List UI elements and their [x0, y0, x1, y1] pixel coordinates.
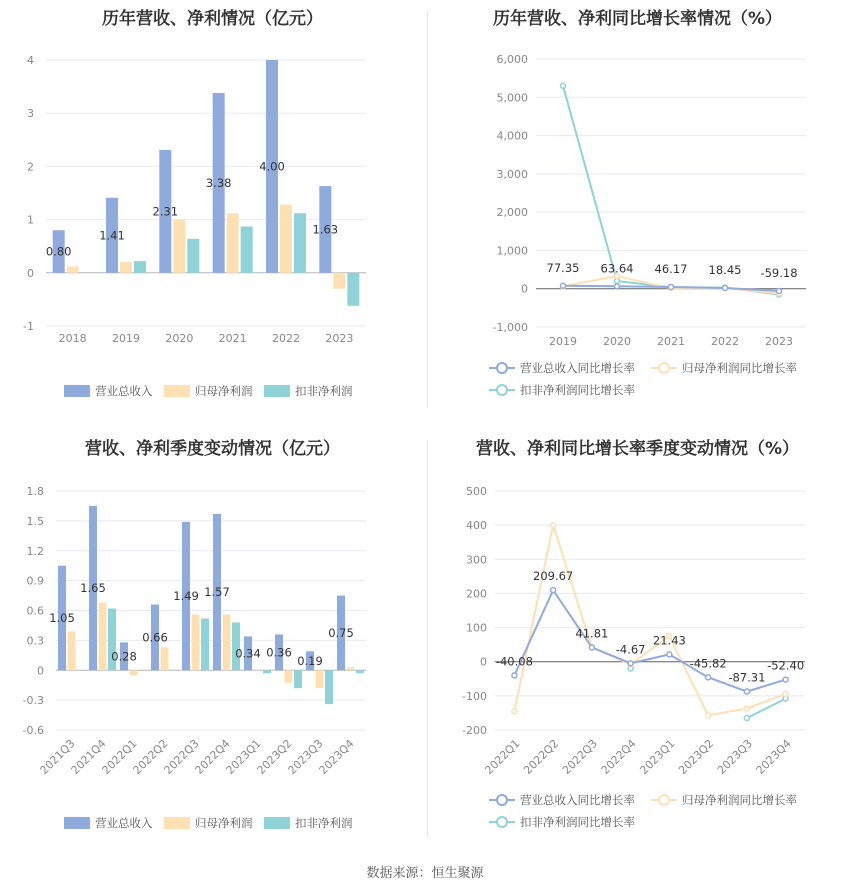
bar	[263, 670, 271, 673]
x-tick-label: 2022Q3	[161, 736, 202, 777]
y-tick-label: 0.3	[26, 634, 44, 648]
data-point	[561, 283, 566, 288]
data-point	[744, 716, 749, 721]
legend-label: 归母净利润同比增长率	[682, 361, 797, 375]
legend-swatch	[164, 817, 190, 829]
legend-label: 营业总收入同比增长率	[520, 361, 635, 375]
data-point	[744, 706, 749, 711]
bar	[333, 273, 345, 289]
x-tick-label: 2019	[112, 332, 140, 345]
x-tick-label: 2023	[325, 332, 354, 345]
y-tick-label: 2,000	[496, 206, 528, 220]
x-tick-label: 2021Q4	[68, 736, 109, 777]
data-label: 1.41	[99, 228, 125, 243]
legend-swatch	[264, 817, 290, 829]
x-tick-label: 2023Q4	[753, 736, 794, 777]
legend-marker	[497, 795, 507, 805]
bar	[285, 670, 293, 683]
data-point	[706, 713, 711, 718]
x-tick-label: 2021	[218, 332, 247, 345]
bar	[280, 205, 292, 273]
x-tick-label: 2022	[272, 332, 300, 345]
data-label: 0.66	[142, 630, 168, 645]
x-tick-label: 2022Q2	[130, 736, 171, 777]
data-label: 0.75	[328, 625, 354, 640]
chart-title: 历年营收、净利情况（亿元）	[102, 9, 323, 29]
bar	[130, 670, 138, 675]
legend-marker	[659, 795, 669, 805]
y-tick-label: -200	[462, 724, 487, 737]
data-label: 4.00	[259, 159, 285, 174]
data-point	[551, 523, 556, 528]
quarterly-growth-rate-svg	[425, 430, 850, 860]
data-label: 1.49	[173, 589, 199, 604]
data-point	[561, 83, 566, 88]
chart-title: 营收、净利季度变动情况（亿元）	[85, 439, 340, 459]
series-line	[514, 525, 785, 715]
legend-marker	[497, 385, 507, 395]
legend-marker	[497, 817, 507, 827]
data-label: -87.31	[728, 670, 766, 685]
y-tick-label: 3	[27, 107, 34, 121]
x-tick-label: 2022Q2	[521, 736, 562, 777]
y-tick-label: 300	[466, 553, 487, 567]
data-point	[551, 588, 556, 593]
legend-label: 归母净利润同比增长率	[682, 793, 797, 807]
bar	[99, 603, 107, 671]
x-tick-label: 2023	[765, 335, 793, 348]
y-tick-label: 400	[466, 519, 487, 533]
y-tick-label: 1	[27, 213, 34, 227]
bar	[173, 220, 185, 273]
y-tick-label: -100	[462, 689, 487, 703]
y-tick-label: 0	[480, 655, 487, 669]
x-tick-label: 2020	[165, 332, 194, 345]
data-point	[744, 689, 749, 694]
y-tick-label: -0.3	[22, 694, 44, 708]
data-label: 0.34	[235, 646, 261, 661]
data-label: 21.43	[652, 633, 686, 648]
annual-growth-rate-svg	[425, 0, 850, 430]
annual-revenue-profit-chart	[0, 0, 425, 430]
y-tick-label: 0	[27, 266, 34, 280]
data-label: 0.36	[266, 645, 292, 660]
data-label: 0.19	[297, 653, 323, 668]
quarterly-revenue-profit-svg	[0, 430, 425, 860]
x-tick-label: 2022Q1	[482, 736, 523, 777]
legend-label: 营业总收入	[95, 816, 153, 830]
y-tick-label: 0.9	[26, 574, 44, 588]
legend-swatch	[64, 385, 90, 397]
x-tick-label: 2021	[657, 335, 685, 348]
y-tick-label: 0	[521, 282, 528, 296]
x-tick-label: 2023Q1	[637, 736, 678, 777]
annual-growth-rate-chart	[425, 0, 850, 430]
data-point	[777, 288, 782, 293]
bar	[356, 670, 364, 673]
legend-label: 营业总收入同比增长率	[520, 793, 635, 807]
bar	[192, 614, 200, 670]
data-label: 209.67	[533, 569, 574, 584]
legend-marker	[497, 363, 507, 373]
legend-label: 扣非净利润同比增长率	[520, 383, 635, 397]
x-tick-label: 2022Q4	[598, 736, 639, 777]
data-point	[615, 284, 620, 289]
y-tick-label: 100	[466, 621, 487, 635]
x-tick-label: 2023Q2	[676, 736, 717, 777]
chart-title: 历年营收、净利同比增长率情况（%）	[492, 9, 783, 29]
legend-label: 扣非净利润	[295, 384, 353, 398]
annual-revenue-profit-svg	[0, 0, 425, 430]
data-source-note: 数据来源：恒生聚源	[366, 866, 484, 881]
data-label: 0.28	[111, 649, 137, 664]
x-tick-label: 2022	[711, 335, 739, 348]
data-label: 2.31	[152, 204, 179, 219]
bar	[316, 670, 324, 688]
data-label: -52.40	[767, 658, 805, 673]
data-label: -45.82	[689, 656, 727, 671]
data-label: -4.67	[615, 642, 646, 657]
y-tick-label: 3,000	[496, 167, 528, 181]
bar	[68, 631, 76, 670]
legend-label: 扣非净利润	[295, 816, 353, 830]
y-tick-label: -0.6	[22, 724, 44, 737]
data-point	[589, 645, 594, 650]
y-tick-label: 5,000	[496, 91, 528, 105]
legend-marker	[659, 363, 669, 373]
data-point	[706, 675, 711, 680]
data-label: -40.08	[495, 654, 533, 669]
bar	[347, 273, 359, 306]
x-tick-label: 2022Q4	[192, 736, 233, 777]
data-point	[512, 673, 517, 678]
data-label: 1.63	[312, 222, 339, 237]
x-tick-label: 2023Q3	[285, 736, 326, 777]
y-tick-label: 4	[27, 54, 34, 67]
data-label: 3.38	[205, 175, 232, 190]
data-label: 46.17	[654, 261, 688, 276]
data-point	[723, 286, 728, 291]
chart-title: 营收、净利同比增长率季度变动情况（%）	[475, 439, 800, 459]
data-point	[628, 661, 633, 666]
legend-label: 归母净利润	[195, 816, 253, 830]
x-tick-label: 2020	[603, 335, 631, 348]
y-tick-label: -1	[23, 320, 34, 333]
x-tick-label: 2018	[58, 332, 87, 345]
x-tick-label: 2023Q2	[254, 736, 295, 777]
data-label: 18.45	[708, 263, 742, 278]
bar	[187, 239, 199, 273]
bar	[294, 670, 302, 688]
x-tick-label: 2023Q3	[714, 736, 755, 777]
bar	[325, 670, 333, 704]
legend-swatch	[164, 385, 190, 397]
x-tick-label: 2022Q3	[559, 736, 600, 777]
y-tick-label: 1.2	[26, 544, 44, 558]
quarterly-revenue-profit-chart	[0, 430, 425, 860]
bar	[120, 262, 132, 273]
y-tick-label: -1,000	[492, 321, 528, 334]
bar	[241, 227, 253, 273]
y-tick-label: 1,000	[496, 244, 528, 258]
data-point	[667, 652, 672, 657]
legend-label: 营业总收入	[95, 384, 153, 398]
bar	[254, 669, 262, 670]
bar	[67, 266, 79, 272]
y-tick-label: 0	[37, 664, 44, 678]
data-label: 77.35	[546, 260, 580, 275]
data-point	[783, 691, 788, 696]
data-label: 1.57	[204, 585, 230, 600]
y-tick-label: 1.5	[26, 514, 44, 528]
y-tick-label: 0.6	[26, 604, 44, 618]
bar	[227, 213, 239, 273]
y-tick-label: 4,000	[496, 129, 528, 143]
x-tick-label: 2023Q1	[223, 736, 264, 777]
bar	[201, 618, 209, 670]
quarterly-growth-rate-chart	[425, 430, 850, 860]
y-tick-label: 1.8	[26, 485, 44, 498]
bar	[161, 647, 169, 670]
legend-swatch	[64, 817, 90, 829]
legend-swatch	[264, 385, 290, 397]
legend-label: 扣非净利润同比增长率	[520, 815, 635, 829]
y-tick-label: 6,000	[496, 53, 528, 66]
data-point	[669, 284, 674, 289]
x-tick-label: 2022Q1	[99, 736, 140, 777]
y-tick-label: 500	[466, 485, 487, 498]
data-point	[783, 677, 788, 682]
data-label: 0.80	[45, 244, 72, 259]
legend-label: 归母净利润	[195, 384, 253, 398]
bar	[223, 614, 231, 670]
data-label: 41.81	[575, 626, 609, 641]
bar	[294, 213, 306, 273]
x-tick-label: 2019	[549, 335, 577, 348]
bar	[347, 667, 355, 670]
x-tick-label: 2023Q4	[316, 736, 357, 777]
data-label: 63.64	[600, 261, 634, 276]
data-label: 1.65	[80, 581, 106, 596]
x-tick-label: 2021Q3	[37, 736, 78, 777]
data-label: 1.05	[49, 610, 75, 625]
bar	[134, 261, 146, 273]
data-point	[512, 709, 517, 714]
data-label: -59.18	[760, 265, 798, 280]
y-tick-label: 2	[27, 160, 34, 174]
y-tick-label: 200	[466, 587, 487, 601]
